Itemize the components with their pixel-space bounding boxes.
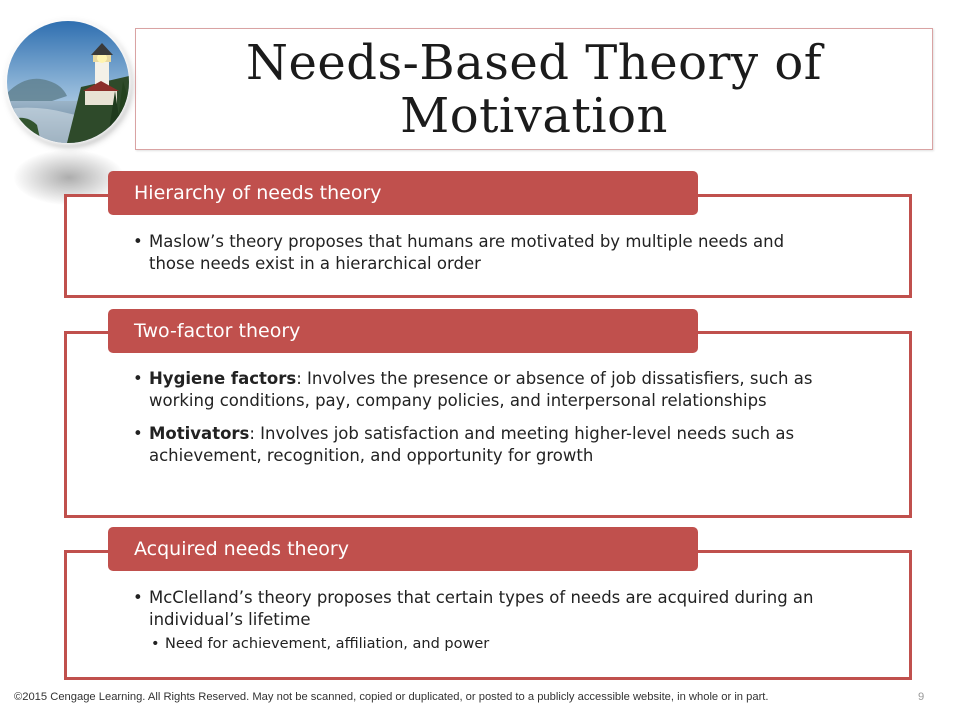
bullet-text: McClelland’s theory proposes that certain types of needs are acquired during an individual’s lifetime [149, 588, 814, 629]
section-heading-acquired [108, 527, 698, 571]
bullet-term: Motivators [149, 424, 250, 443]
section-bullets [133, 368, 823, 478]
bullet-item [133, 368, 823, 411]
lighthouse-logo-icon [7, 21, 129, 143]
bullet-text: Maslow’s theory proposes that humans are motivated by multiple needs and those needs exist in a hierarchical order [149, 232, 785, 273]
bullet-item [133, 587, 823, 630]
copyright-footer: ©2015 Cengage Learning. All Rights Reserved. May not be scanned, copied or duplicated, or posted to a publicly accessible website, in whole or in part. [14, 691, 769, 703]
section-heading-text: Hierarchy of needs theory [134, 182, 382, 204]
section-panel-two-factor [64, 331, 912, 518]
bullet-text: : Involves job satisfaction and meeting higher-level needs such as achievement, recognition, and opportunity for growth [149, 424, 795, 465]
bullet-text: : Involves the presence or absence of job dissatisfiers, such as working conditions, pay, company policies, and interpersonal relationships [149, 369, 813, 410]
bullet-item [133, 423, 823, 466]
section-bullets [133, 231, 823, 286]
sub-bullet-item [151, 634, 823, 654]
bullet-term: Hygiene factors [149, 369, 297, 388]
section-heading-text: Two-factor theory [134, 320, 301, 342]
slide-title-line-1: Needs-Based Theory of [245, 35, 823, 91]
section-bullets [133, 587, 823, 666]
bullet-item [133, 231, 823, 274]
title-box [135, 28, 933, 150]
slide-title [136, 37, 932, 143]
slide-title-line-2: Motivation [400, 88, 668, 144]
section-heading-hierarchy [108, 171, 698, 215]
section-heading-two-factor [108, 309, 698, 353]
page-number: 9 [918, 691, 925, 703]
section-heading-text: Acquired needs theory [134, 538, 349, 560]
bullet-text: Need for achievement, affiliation, and power [165, 636, 490, 652]
